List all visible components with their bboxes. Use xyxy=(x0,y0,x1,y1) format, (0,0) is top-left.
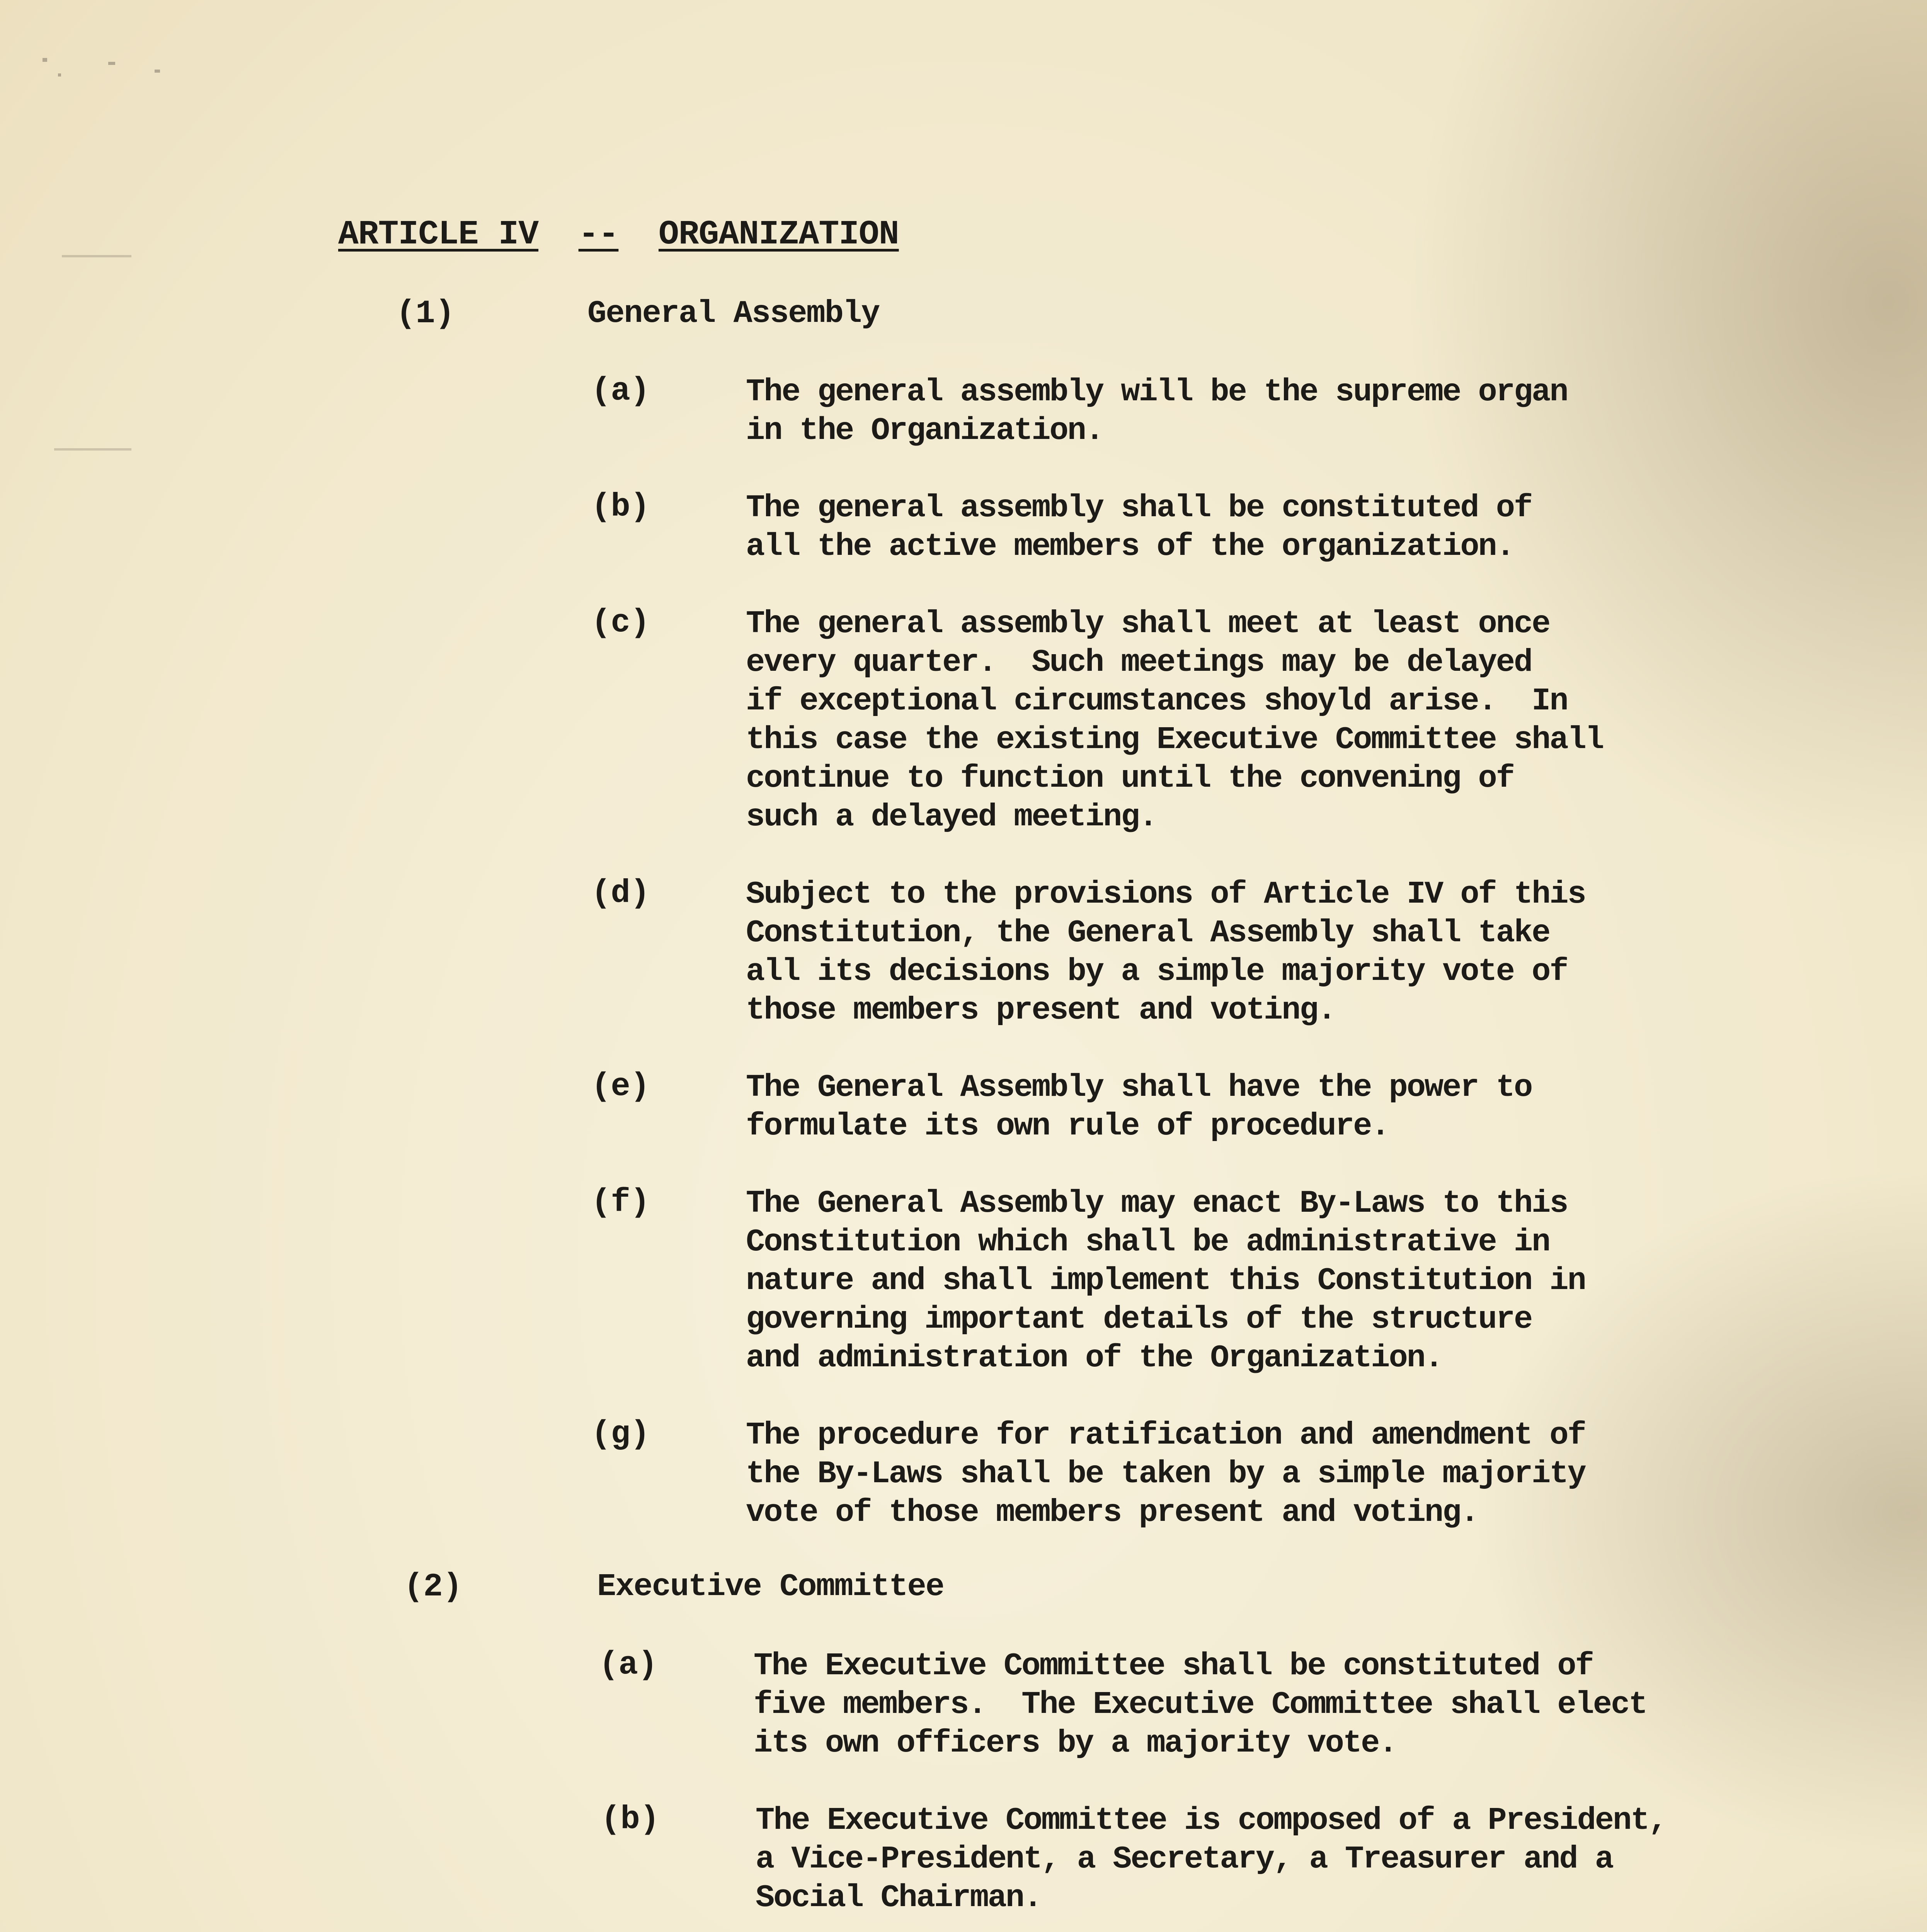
item-text xyxy=(756,1801,1667,1917)
text-line: those members present and voting. xyxy=(746,992,1335,1028)
text-line: The General Assembly may enact By-Laws to this xyxy=(746,1185,1568,1221)
paper-speck xyxy=(155,70,160,73)
text-line: Constitution which shall be administrative in xyxy=(746,1224,1550,1260)
paper-speck xyxy=(108,62,115,65)
item-text xyxy=(746,605,1603,837)
item-label: (a) xyxy=(599,1647,658,1684)
paper-mark xyxy=(54,448,131,451)
item-text xyxy=(746,373,1568,450)
item-text xyxy=(746,1068,1532,1146)
text-line: Social Chairman. xyxy=(756,1880,1042,1916)
item-label: (b) xyxy=(601,1801,660,1838)
text-line: every quarter. Such meetings may be delayed xyxy=(746,645,1532,680)
item-text xyxy=(746,1416,1585,1532)
text-line: its own officers by a majority vote. xyxy=(754,1725,1397,1761)
title-separator: -- xyxy=(578,216,619,254)
text-line: the By-Laws shall be taken by a simple majority xyxy=(746,1456,1585,1492)
title-organization: ORGANIZATION xyxy=(658,216,899,254)
text-line: nature and shall implement this Constitution in xyxy=(746,1263,1585,1299)
text-line: The general assembly shall be constituted of xyxy=(746,490,1532,526)
text-line: The procedure for ratification and amendment of xyxy=(746,1417,1585,1453)
item-label: (e) xyxy=(591,1068,650,1105)
section-number: (1) xyxy=(396,296,455,332)
text-line: The general assembly shall meet at least once xyxy=(746,606,1550,642)
item-label: (b) xyxy=(591,489,650,526)
item-text xyxy=(746,1184,1585,1378)
section-number: (2) xyxy=(404,1569,463,1605)
item-label: (f) xyxy=(591,1184,650,1221)
text-line: governing important details of the structure xyxy=(746,1301,1532,1337)
text-line: Subject to the provisions of Article IV of this xyxy=(746,876,1585,912)
paper-mark xyxy=(62,255,131,257)
paper-speck xyxy=(58,73,61,77)
paper-speck xyxy=(43,58,47,62)
item-label: (a) xyxy=(591,373,650,410)
section-title: General Assembly xyxy=(587,296,880,332)
text-line: if exceptional circumstances shoyld arise. In xyxy=(746,683,1568,719)
title-article: ARTICLE IV xyxy=(338,216,539,254)
text-line: The general assembly will be the supreme organ xyxy=(746,374,1568,410)
item-label: (g) xyxy=(591,1416,650,1453)
section-title: Executive Committee xyxy=(597,1569,944,1605)
text-line: The Executive Committee shall be constituted of xyxy=(754,1648,1593,1684)
text-line: in the Organization. xyxy=(746,413,1103,449)
text-line: five members. The Executive Committee shall elect xyxy=(754,1687,1647,1723)
item-text xyxy=(746,875,1585,1030)
text-line: vote of those members present and voting. xyxy=(746,1495,1478,1531)
text-line: and administration of the Organization. xyxy=(746,1340,1443,1376)
text-line: The General Assembly shall have the power to xyxy=(746,1070,1532,1105)
text-line: formulate its own rule of procedure. xyxy=(746,1108,1389,1144)
text-line: such a delayed meeting. xyxy=(746,799,1157,835)
text-line: all the active members of the organization. xyxy=(746,529,1514,565)
item-text xyxy=(754,1647,1646,1763)
text-line: The Executive Committee is composed of a President, xyxy=(756,1803,1667,1838)
page-title xyxy=(338,216,899,254)
text-line: continue to function until the convening of xyxy=(746,760,1514,796)
text-line: all its decisions by a simple majority vote of xyxy=(746,954,1568,990)
item-text xyxy=(746,489,1532,566)
item-label: (d) xyxy=(591,875,650,912)
text-line: Constitution, the General Assembly shall take xyxy=(746,915,1550,951)
text-line: a Vice-President, a Secretary, a Treasurer and a xyxy=(756,1841,1613,1877)
text-line: this case the existing Executive Committee shall xyxy=(746,722,1603,758)
item-label: (c) xyxy=(591,605,650,641)
